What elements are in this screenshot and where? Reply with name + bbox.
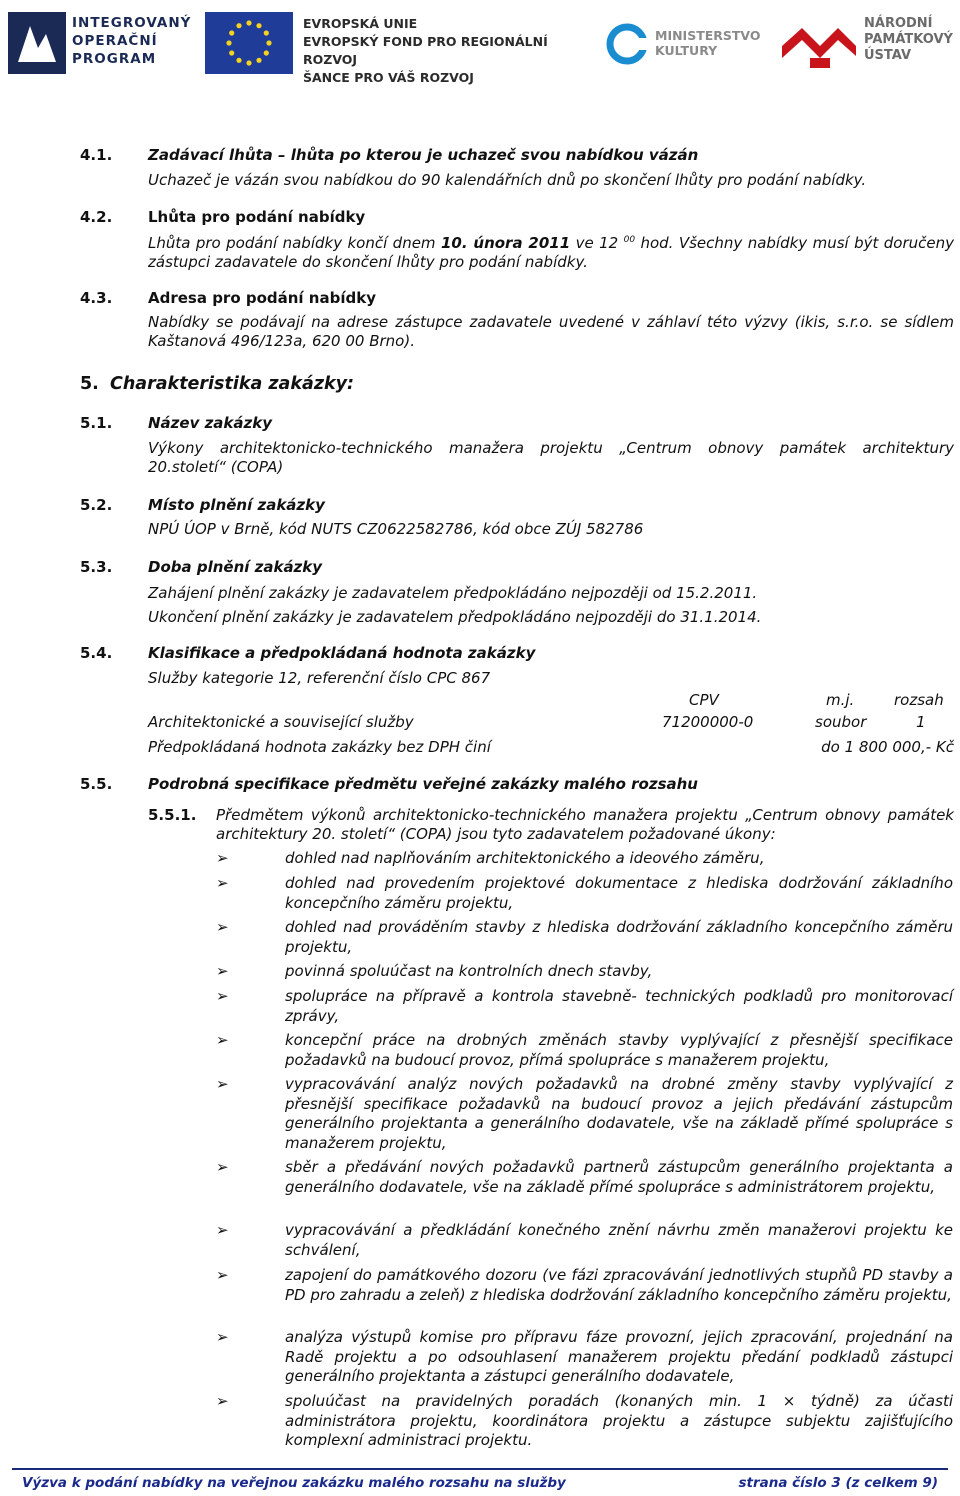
eu-line-2: EVROPSKÝ FOND PRO REGIONÁLNÍ ROZVOJ <box>303 34 548 67</box>
eu-star-icon <box>229 50 234 55</box>
scope-header: rozsah <box>894 691 944 709</box>
bullet-arrow-icon: ➢ <box>216 918 229 936</box>
section-4-2-title: Lhůta pro podání nabídky <box>148 208 366 226</box>
mk-line-1: MINISTERSTVO <box>655 28 761 43</box>
npu-emblem <box>780 16 858 72</box>
deadline-minutes: 00 <box>623 235 636 245</box>
list-item: dohled nad naplňováním architektonického a ideového záměru, <box>285 849 765 867</box>
deadline-note: Všechny nabídky musí být doručeny zástupci zadavatele do skončení lhůty pro podání nabídky. <box>148 234 955 271</box>
list-item: vypracovávání a předkládání konečného znění návrhu změn manažerovi projektu ke schválení, <box>285 1221 953 1259</box>
section-4-1-text: Uchazeč je vázán svou nabídkou do 90 kalendářních dnů po skončení lhůty pro podání nabídky. <box>148 171 867 189</box>
bullet-arrow-icon: ➢ <box>216 1221 229 1239</box>
iop-line-2: OPERAČNÍ <box>72 33 158 49</box>
logo-npu <box>780 0 955 82</box>
bullet-arrow-icon: ➢ <box>216 1158 229 1176</box>
deadline-prefix: Lhůta pro podání nabídky končí dnem <box>148 234 441 252</box>
footer-page-number: strana číslo 3 (z celkem 9) <box>738 1475 938 1491</box>
eu-star-icon <box>226 40 231 45</box>
bullet-arrow-icon: ➢ <box>216 874 229 892</box>
section-5-4-title: Klasifikace a předpokládaná hodnota zakázky <box>148 644 536 662</box>
section-4-2-text <box>148 231 954 272</box>
section-5-2-number: 5.2. <box>80 496 113 514</box>
list-item: vypracovávání analýz nových požadavků na drobné změny stavby vyplývající z přesnější specifikace požadavků na budoucí provoz a jejich předávání zástupcům generálního projektanta a generálního dodavatele, vše na základě přímé spolupráce s manažerem projektu, <box>285 1075 953 1152</box>
estimated-value: do 1 800 000,- Kč <box>821 738 954 756</box>
scope-value: 1 <box>916 713 926 731</box>
eu-star-icon <box>256 58 261 63</box>
logo-iop <box>8 0 192 82</box>
list-item: zapojení do památkového dozoru (ve fázi zpracovávání jednotlivých stupňů PD stavby a PD pro zahradu a zeleň) z hlediska dodržování základního koncepčního záměru projektu, <box>285 1266 953 1304</box>
section-5-3-line-2: Ukončení plnění zakázky je zadavatelem předpokládáno nejpozději do 31.1.2014. <box>148 608 762 626</box>
list-item: sběr a předávání nových požadavků partnerů zástupcům generálního projektanta a generálního dodavatele, vše na základě přímé spolupráce s administrátorem projektu, <box>285 1158 953 1196</box>
ministry-emblem <box>605 22 649 66</box>
list-item: spoluúčast na pravidelných poradách (konaných min. 1 × týdně) za účasti administrátora projektu, koordinátora projektu a zástupce subjektu zajišťujícího komplexní administraci projektu. <box>285 1392 953 1449</box>
logo-mk <box>605 0 765 82</box>
list-item: dohled nad prováděním stavby z hlediska dodržování základního koncepčního záměru projektu, <box>285 918 953 956</box>
iop-line-3: PROGRAM <box>72 51 157 67</box>
eu-star-icon <box>236 58 241 63</box>
list-item: koncepční práce na drobných změnách stavby vyplývající z přesnější specifikace požadavků na budoucí provoz, přímá spolupráce s manažerem projektu, <box>285 1031 953 1069</box>
mk-line-2: KULTURY <box>655 43 718 58</box>
section-4-3-number: 4.3. <box>80 289 113 307</box>
eu-star-icon <box>266 40 271 45</box>
bullet-arrow-icon: ➢ <box>216 987 229 1005</box>
iop-line-1: INTEGROVANÝ <box>72 15 192 31</box>
service-label: Architektonické a související služby <box>148 713 414 731</box>
section-5-5-number: 5.5. <box>80 775 113 793</box>
eu-line-1: EVROPSKÁ UNIE <box>303 16 418 31</box>
bullet-arrow-icon: ➢ <box>216 1328 229 1346</box>
section-5-3-line-1: Zahájení plnění zakázky je zadavatelem předpokládáno nejpozději od 15.2.2011. <box>148 584 758 602</box>
eu-star-icon <box>246 20 251 25</box>
section-5-4-number: 5.4. <box>80 644 113 662</box>
eu-star-icon <box>264 30 269 35</box>
eu-star-icon <box>246 60 251 65</box>
list-item: povinná spoluúčast na kontrolních dnech stavby, <box>285 962 653 980</box>
section-5-title: Charakteristika zakázky: <box>110 374 355 394</box>
npu-line-3: ÚSTAV <box>864 48 912 63</box>
section-5-5-title: Podrobná specifikace předmětu veřejné zakázky malého rozsahu <box>148 775 698 793</box>
section-5-3-title: Doba plnění zakázky <box>148 558 323 576</box>
list-item: analýza výstupů komise pro přípravu fáze provozní, jejich zpracování, projednání na Radě projektu a po odsouhlasení manažerem projektu předání podkladů zástupci generálního projektanta a zástupci generálního dodavatele, <box>285 1328 953 1385</box>
deadline-time: ve 12 <box>570 234 624 252</box>
cpv-code: 71200000-0 <box>662 713 754 731</box>
section-5-2-title: Místo plnění zakázky <box>148 496 325 514</box>
bullet-arrow-icon: ➢ <box>216 1392 229 1410</box>
deadline-date: 10. února 2011 <box>440 234 571 252</box>
section-5-1-title: Název zakázky <box>148 414 273 432</box>
section-4-3-text: Nabídky se podávají na adrese zástupce zadavatele uvedené v záhlaví této výzvy (ikis, s.r.o. se sídlem Kaštanová 496/123a, 620 00 Brno). <box>148 313 954 350</box>
bullet-arrow-icon: ➢ <box>216 1031 229 1049</box>
eu-star-icon <box>264 50 269 55</box>
bullet-arrow-icon: ➢ <box>216 962 229 980</box>
list-item: spolupráce na přípravě a kontrola stavebně- technických podkladů pro monitorovací zprávy, <box>285 987 953 1025</box>
eu-line-3: ŠANCE PRO VÁŠ ROZVOJ <box>303 70 474 85</box>
estimated-value-label: Předpokládaná hodnota zakázky bez DPH činí <box>148 738 491 756</box>
section-5-5-1-number: 5.5.1. <box>148 806 197 824</box>
list-item: dohled nad provedením projektové dokumentace z hlediska dodržování základního koncepčního záměru projektu, <box>285 874 953 912</box>
npu-line-2: PAMÁTKOVÝ <box>864 32 953 47</box>
section-5-3-number: 5.3. <box>80 558 113 576</box>
deadline-hod: hod. <box>635 234 674 252</box>
section-5-1-text: Výkony architektonicko-technického manažera projektu „Centrum obnovy památek architektury 20.století“ (COPA) <box>148 439 954 476</box>
section-4-3-title: Adresa pro podání nabídky <box>148 289 376 307</box>
cpv-header: CPV <box>689 691 719 709</box>
section-5-number: 5. <box>80 374 99 394</box>
bullet-arrow-icon: ➢ <box>216 1266 229 1284</box>
logo-eu <box>205 0 580 85</box>
section-4-1-number: 4.1. <box>80 146 113 164</box>
unit-header: m.j. <box>826 691 855 709</box>
footer-document-title: Výzva k podání nabídky na veřejnou zakázku malého rozsahu na služby <box>22 1475 566 1491</box>
eu-star-icon <box>229 30 234 35</box>
section-5-4-line-1: Služby kategorie 12, referenční číslo CPC 867 <box>148 669 491 687</box>
eu-flag-icon <box>205 12 293 74</box>
bullet-arrow-icon: ➢ <box>216 849 229 867</box>
section-5-1-number: 5.1. <box>80 414 113 432</box>
section-5-5-1-text: Předmětem výkonů architektonicko-technického manažera projektu „Centrum obnovy památek architektury 20. století“ (COPA) jsou tyto zadavatelem požadované úkony: <box>216 806 954 843</box>
bullet-arrow-icon: ➢ <box>216 1075 229 1093</box>
npu-line-1: NÁRODNÍ <box>864 16 933 31</box>
section-5-2-text: NPÚ ÚOP v Brně, kód NUTS CZ0622582786, kód obce ZÚJ 582786 <box>148 520 644 538</box>
unit-value: soubor <box>815 713 867 731</box>
section-4-2-number: 4.2. <box>80 208 113 226</box>
footer-divider <box>12 1468 948 1470</box>
eu-star-icon <box>236 23 241 28</box>
iop-emblem <box>8 12 66 74</box>
eu-star-icon <box>256 23 261 28</box>
section-4-1-title: Zadávací lhůta – lhůta po kterou je uchazeč svou nabídkou vázán <box>148 146 699 164</box>
